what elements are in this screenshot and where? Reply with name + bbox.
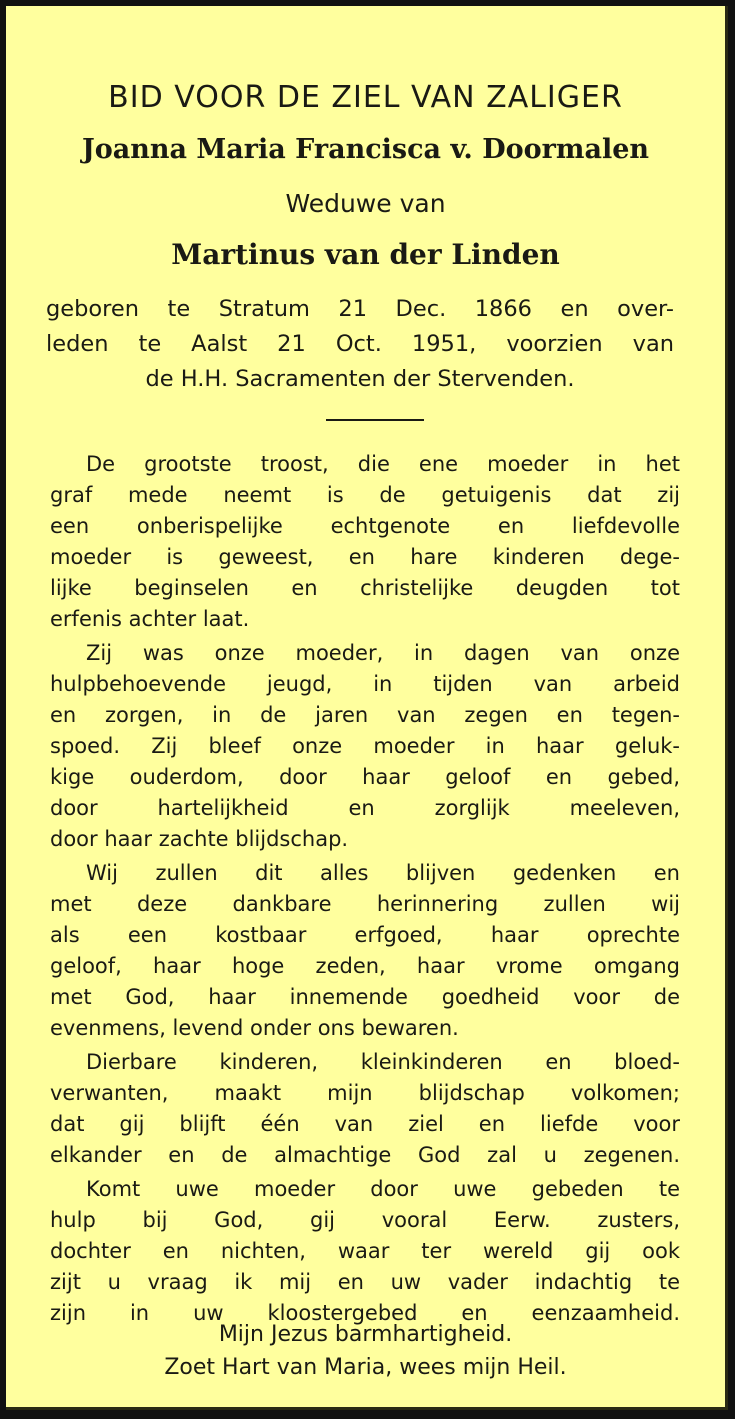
text-line: hulp bij God, gij vooral Eerw. zusters, (50, 1208, 680, 1232)
text-line: zijn in uw kloostergebed en eenzaamheid. (50, 1301, 680, 1325)
paragraph-3 (50, 858, 680, 1044)
text-line: door haar zachte blijdschap. (50, 827, 349, 851)
text-line: Wij zullen dit alles blijven gedenken en (86, 861, 680, 885)
text-line: erfenis achter laat. (50, 607, 250, 631)
closing-prayer-1: Mijn Jezus barmhartigheid. (218, 1322, 513, 1347)
intro-line: leden te Aalst 21 Oct. 1951, voorzien van (46, 331, 674, 357)
text-line: kige ouderdom, door haar geloof en gebed, (50, 765, 680, 789)
birth-death-details (46, 292, 674, 397)
spouse-name: Martinus van der Linden (171, 238, 560, 271)
paragraph-5 (50, 1174, 680, 1329)
text-line: Komt uwe moeder door uwe gebeden te (86, 1177, 680, 1201)
paragraph-1 (50, 449, 680, 635)
text-line: lijke beginselen en christelijke deugden tot (50, 576, 680, 600)
text-line: dochter en nichten, waar ter wereld gij ook (50, 1239, 680, 1263)
text-line: en zorgen, in de jaren van zegen en tegen- (50, 703, 680, 727)
text-line: door hartelijkheid en zorglijk meeleven, (50, 796, 680, 820)
memorial-card (6, 6, 728, 1410)
text-line: evenmens, levend onder ons bewaren. (50, 1016, 459, 1040)
text-line: met God, haar innemende goedheid voor de (50, 985, 680, 1009)
paragraph-4 (50, 1047, 680, 1171)
text-line: Dierbare kinderen, kleinkinderen en bloed- (86, 1050, 680, 1074)
text-line: een onberispelijke echtgenote en liefdevolle (50, 514, 680, 538)
relation-label: Weduwe van (285, 189, 446, 218)
text-line: graf mede neemt is de getuigenis dat zij (50, 483, 680, 507)
closing-prayer-2: Zoet Hart van Maria, wees mijn Heil. (164, 1355, 567, 1380)
text-line: hulpbehoevende jeugd, in tijden van arbeid (50, 672, 680, 696)
paragraph-2 (50, 638, 680, 855)
text-line: zijt u vraag ik mij en uw vader indachtig te (50, 1270, 680, 1294)
text-line: met deze dankbare herinnering zullen wij (50, 892, 680, 916)
deceased-name: Joanna Maria Francisca v. Doormalen (81, 134, 650, 165)
divider (326, 419, 424, 421)
text-line: moeder is geweest, en hare kinderen dege- (50, 545, 680, 569)
text-line: spoed. Zij bleef onze moeder in haar geluk- (50, 734, 680, 758)
text-line: dat gij blijft één van ziel en liefde voor (50, 1112, 680, 1136)
text-line: Zij was onze moeder, in dagen van onze (86, 641, 680, 665)
intro-line: geboren te Stratum 21 Dec. 1866 en over- (46, 296, 674, 322)
text-line: als een kostbaar erfgoed, haar oprechte (50, 923, 680, 947)
text-line: verwanten, maakt mijn blijdschap volkomen; (50, 1081, 680, 1105)
intro-line: de H.H. Sacramenten der Stervenden. (145, 366, 575, 392)
text-line: elkander en de almachtige God zal u zegenen. (50, 1143, 680, 1167)
text-line: geloof, haar hoge zeden, haar vrome omgang (50, 954, 680, 978)
memorial-text (50, 449, 680, 1332)
text-line: De grootste troost, die ene moeder in het (86, 452, 680, 476)
card-title: BID VOOR DE ZIEL VAN ZALIGER (108, 80, 623, 115)
